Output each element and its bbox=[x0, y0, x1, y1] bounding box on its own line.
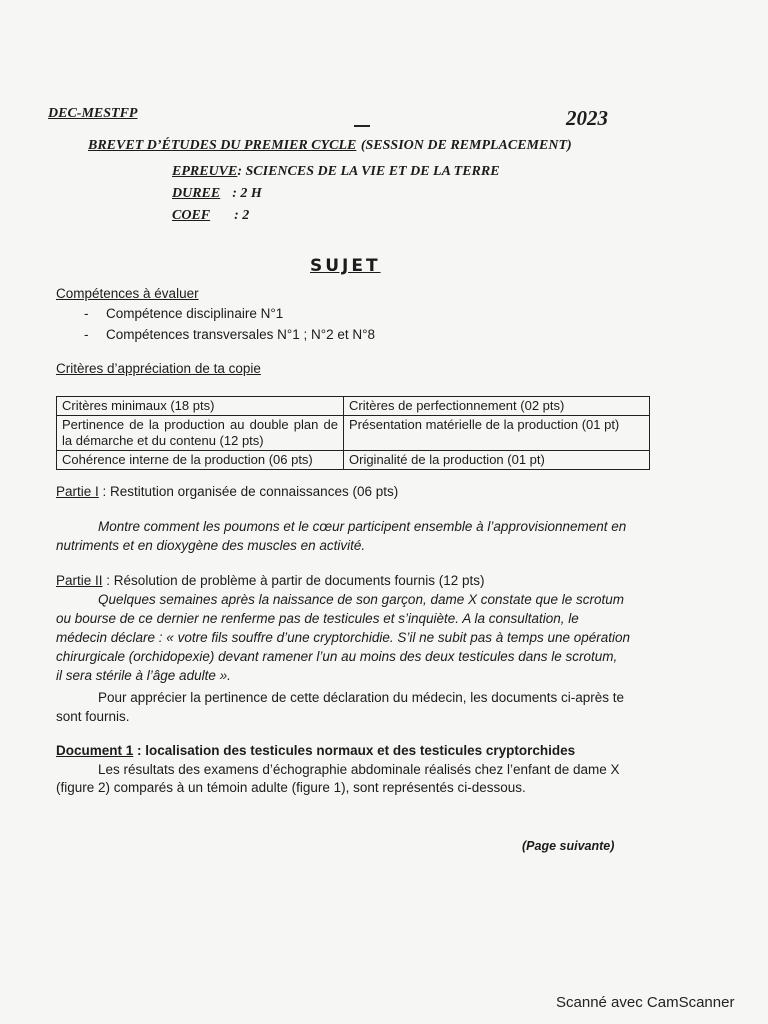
table-row bbox=[57, 416, 650, 451]
table-cell: Critères de perfectionnement (02 pts) bbox=[344, 397, 650, 416]
coef-line bbox=[172, 206, 249, 224]
partie2-title: : Résolution de problème à partir de documents fournis (12 pts) bbox=[106, 573, 485, 588]
partie2-text-line: Quelques semaines après la naissance de son garçon, dame X constate que le scrotum bbox=[98, 592, 625, 607]
duree-line bbox=[172, 184, 262, 202]
document1-label: Document 1 bbox=[56, 743, 134, 758]
table-cell: Critères minimaux (18 pts) bbox=[57, 397, 344, 416]
document1-text-line: Les résultats des examens d’échographie abdominale réalisés chez l’enfant de dame X bbox=[98, 762, 620, 777]
competences-heading: Compétences à évaluer bbox=[56, 286, 199, 301]
partie1-heading bbox=[56, 484, 398, 499]
table-cell: Présentation matérielle de la production (01 pt) bbox=[344, 416, 650, 451]
document1-text-line: (figure 2) comparés à un témoin adulte (figure 1), sont représentés ci-dessous. bbox=[56, 780, 526, 795]
criteres-heading: Critères d’appréciation de ta copie bbox=[56, 361, 261, 376]
exam-year: 2023 bbox=[566, 106, 608, 130]
epreuve-line bbox=[172, 162, 500, 180]
epreuve-value: : SCIENCES DE LA VIE ET DE LA TERRE bbox=[237, 164, 500, 179]
partie1-title: : Restitution organisée de connaissances (06 pts) bbox=[102, 484, 399, 499]
partie2-label: Partie II bbox=[56, 573, 103, 588]
camscanner-watermark: Scanné avec CamScanner bbox=[556, 994, 735, 1011]
epreuve-label: EPREUVE bbox=[172, 164, 238, 179]
list-item: - Compétences transversales N°1 ; N°2 et N°8 bbox=[84, 324, 375, 345]
table-cell: Pertinence de la production au double plan de la démarche et du contenu (12 pts) bbox=[57, 416, 344, 451]
partie1-text-line: nutriments et en dioxygène des muscles en activité. bbox=[56, 538, 366, 553]
exam-title: BREVET D’ÉTUDES DU PREMIER CYCLE bbox=[88, 138, 357, 153]
exam-session: (SESSION DE REMPLACEMENT) bbox=[360, 138, 572, 153]
next-page-note: (Page suivante) bbox=[522, 839, 615, 853]
table-row bbox=[57, 451, 650, 470]
institution-label: DEC-MESTFP bbox=[48, 106, 138, 121]
table-cell: Cohérence interne de la production (06 pts) bbox=[57, 451, 344, 470]
page-title: SUJET bbox=[310, 256, 381, 276]
exam-title-line bbox=[88, 136, 572, 154]
partie1-label: Partie I bbox=[56, 484, 99, 499]
competences-list bbox=[84, 303, 375, 345]
duree-value: : 2 H bbox=[232, 186, 262, 201]
partie2-text-line: ou bourse de ce dernier ne renferme pas de testicules et s’inquiète. A la consultation, le bbox=[56, 611, 579, 626]
list-item: - Compétence disciplinaire N°1 bbox=[84, 303, 375, 324]
coef-label: COEF bbox=[172, 208, 211, 223]
duree-label: DUREE bbox=[172, 186, 221, 201]
partie2-text-line: il sera stérile à l’âge adulte ». bbox=[56, 668, 231, 683]
header-dash bbox=[354, 125, 370, 127]
document1-heading bbox=[56, 743, 575, 758]
partie2-text-line: médecin déclare : « votre fils souffre d’une cryptorchidie. S’il ne subit pas à temps une opération bbox=[56, 630, 631, 645]
coef-value: : 2 bbox=[234, 208, 250, 223]
partie2-para2-line: sont fournis. bbox=[56, 709, 130, 724]
partie2-para2-line: Pour apprécier la pertinence de cette déclaration du médecin, les documents ci-après te bbox=[98, 690, 625, 705]
document1-title: : localisation des testicules normaux et des testicules cryptorchides bbox=[133, 743, 576, 758]
criteres-table bbox=[56, 396, 650, 470]
partie2-text-line: chirurgicale (orchidopexie) devant ramener l’un au moins des deux testicules dans le scrotum, bbox=[56, 649, 618, 664]
partie2-heading bbox=[56, 573, 485, 588]
partie1-text-line: Montre comment les poumons et le cœur participent ensemble à l’approvisionnement en bbox=[98, 519, 627, 534]
table-row bbox=[57, 397, 650, 416]
table-cell: Originalité de la production (01 pt) bbox=[344, 451, 650, 470]
